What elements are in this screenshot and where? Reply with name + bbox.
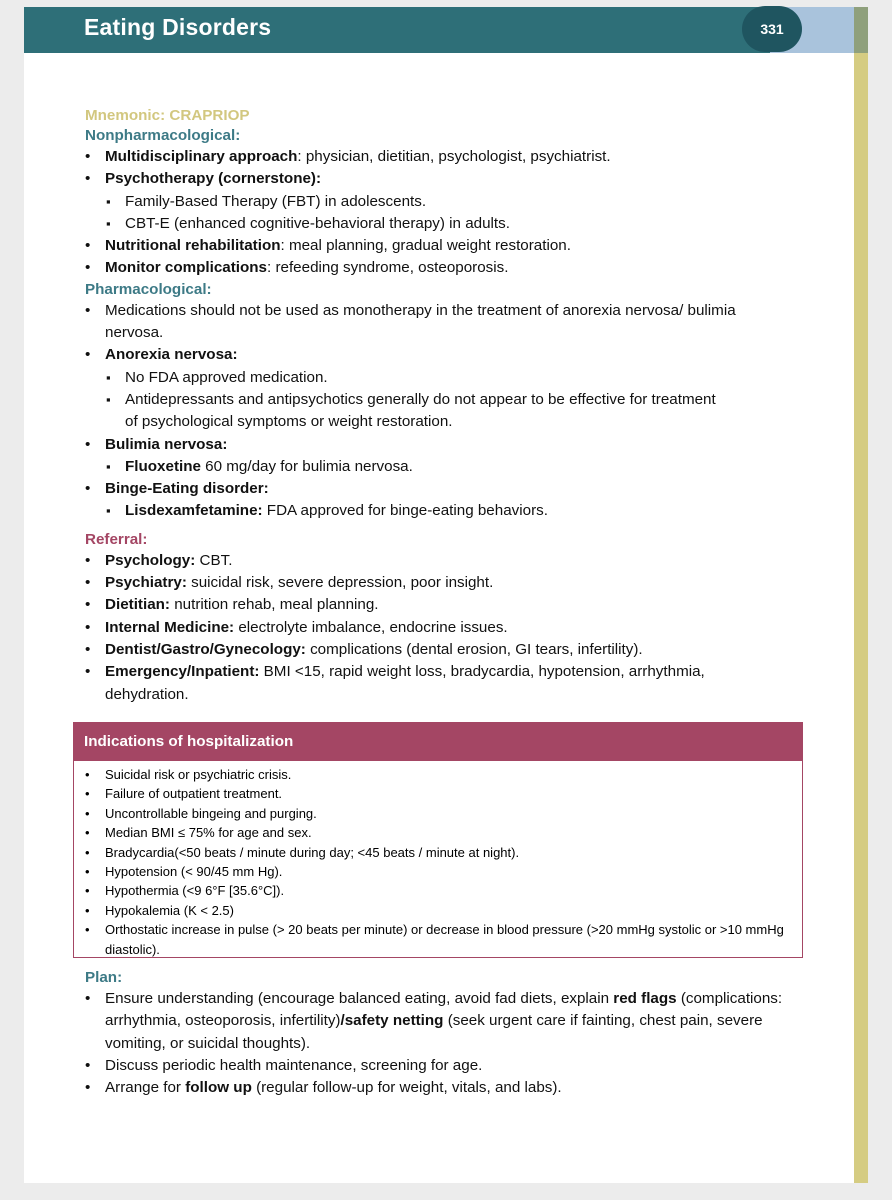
list-item: • Dentist/Gastro/Gynecology: complications (dental erosion, GI tears, infertility). (85, 639, 785, 661)
list-item: • Discuss periodic health maintenance, screening for age. (85, 1055, 785, 1077)
list-item: • Medications should not be used as monotherapy in the treatment of anorexia nervosa/ bulimia nervosa. (85, 300, 785, 345)
list-item: • Hypotension (< 90/45 mm Hg). (85, 862, 792, 881)
page-number-badge: 331 (742, 6, 802, 52)
plan-section (85, 968, 785, 1099)
list-item: • Emergency/Inpatient: BMI <15, rapid weight loss, bradycardia, hypotension, arrhythmia, dehydration. (85, 661, 785, 706)
list-item: • Psychiatry: suicidal risk, severe depression, poor insight. (85, 572, 785, 594)
referral-list (85, 550, 785, 706)
list-item: • Median BMI ≤ 75% for age and sex. (85, 823, 792, 842)
sub-list (105, 500, 785, 522)
hospitalization-list (74, 761, 802, 959)
list-item: • Bradycardia(<50 beats / minute during day; <45 beats / minute at night). (85, 843, 792, 862)
header-strip (854, 7, 868, 53)
list-item: • Binge-Eating disorder: ▪ Lisdexamfetamine: FDA approved for binge-eating behaviors. (85, 478, 785, 523)
sub-item: ▪ CBT-E (enhanced cognitive-behavioral therapy) in adults. (105, 213, 785, 235)
sub-item: ▪ Family-Based Therapy (FBT) in adolescents. (105, 191, 785, 213)
list-item: • Arrange for follow up (regular follow-up for weight, vitals, and labs). (85, 1077, 785, 1099)
list-item: • Internal Medicine: electrolyte imbalance, endocrine issues. (85, 617, 785, 639)
list-item: • Nutritional rehabilitation: meal planning, gradual weight restoration. (85, 235, 785, 257)
sub-item: ▪ Lisdexamfetamine: FDA approved for binge-eating behaviors. (105, 500, 785, 522)
hospitalization-heading: Indications of hospitalization (74, 723, 802, 761)
sub-item: ▪ Fluoxetine 60 mg/day for bulimia nervosa. (105, 456, 785, 478)
sub-item: ▪ No FDA approved medication. (105, 367, 785, 389)
list-item: • Failure of outpatient treatment. (85, 784, 792, 803)
list-item: • Psychotherapy (cornerstone): ▪ Family-Based Therapy (FBT) in adolescents. ▪ CBT-E (enhanced cognitive-behavioral therapy) in adults. (85, 168, 785, 235)
right-margin-strip (854, 7, 868, 1183)
list-item: • Ensure understanding (encourage balanced eating, avoid fad diets, explain red flags (complications: arrhythmia, osteoporosis, infertility)/safety netting (seek urgent care if fainting, chest pain, severe vomiting, or suicidal thoughts). (85, 988, 785, 1055)
referral-heading: Referral: (85, 530, 148, 548)
sub-list (105, 456, 785, 478)
list-item: • Bulimia nervosa: ▪ Fluoxetine 60 mg/day for bulimia nervosa. (85, 434, 785, 479)
list-item: • Dietitian: nutrition rehab, meal planning. (85, 594, 785, 616)
plan-list (85, 988, 785, 1099)
main-content (85, 106, 785, 706)
list-item: • Orthostatic increase in pulse (> 20 beats per minute) or decrease in blood pressure (>20 mmHg systolic or >10 mmHg diastolic). (85, 920, 792, 959)
list-item: • Suicidal risk or psychiatric crisis. (85, 765, 792, 784)
list-item: • Psychology: CBT. (85, 550, 785, 572)
list-item: • Multidisciplinary approach: physician, dietitian, psychologist, psychiatrist. (85, 146, 785, 168)
sub-item: ▪ Antidepressants and antipsychotics generally do not appear to be effective for treatment of psychological symptoms or weight restoration. (105, 389, 785, 434)
list-item: • Monitor complications: refeeding syndrome, osteoporosis. (85, 257, 785, 279)
sub-list (105, 367, 785, 434)
list-item: • Uncontrollable bingeing and purging. (85, 804, 792, 823)
list-item: • Anorexia nervosa: ▪ No FDA approved medication. ▪ Antidepressants and antipsychotics generally do not appear to be effective for treatment of psychological symptoms or weight restoration. (85, 344, 785, 433)
list-item: • Hypokalemia (K < 2.5) (85, 901, 792, 920)
mnemonic: Mnemonic: CRAPRIOP (85, 107, 250, 124)
list-item: • Hypothermia (<9 6°F [35.6°C]). (85, 881, 792, 900)
nonpharm-list (85, 146, 785, 280)
plan-heading: Plan: (85, 969, 123, 986)
nonpharm-heading: Nonpharmacological: (85, 127, 241, 144)
pharm-heading: Pharmacological: (85, 280, 212, 298)
page-title: Eating Disorders (84, 14, 272, 40)
pharm-list (85, 300, 785, 523)
hospitalization-box (73, 722, 803, 958)
sub-list (105, 191, 785, 236)
